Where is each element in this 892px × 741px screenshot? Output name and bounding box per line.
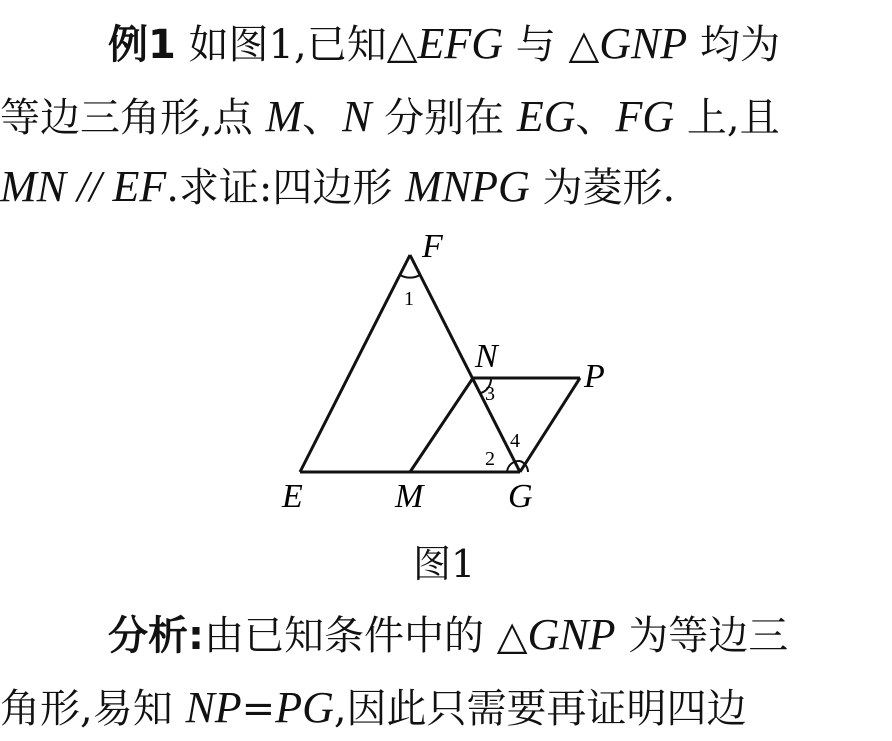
angle-1-arc <box>400 275 420 278</box>
triangle-name: GNP <box>527 610 616 659</box>
point-name: N <box>342 92 372 141</box>
analysis-text: ,因此只需要再证明四边 <box>333 686 747 732</box>
geometry-figure <box>270 225 610 525</box>
segment-name: FG <box>615 92 675 141</box>
segment-name: EG <box>516 92 576 141</box>
problem-text: 、 <box>575 95 616 141</box>
equals-sign: = <box>241 686 276 732</box>
problem-text: 、 <box>302 95 343 141</box>
problem-text: 与 <box>515 22 556 68</box>
segment-EF <box>300 255 410 472</box>
analysis-text: 为等边三 <box>628 613 789 659</box>
segment-PG <box>520 378 580 472</box>
label-E: E <box>282 478 303 515</box>
point-name: M <box>265 92 303 141</box>
label-P: P <box>584 358 605 395</box>
segment-FG <box>410 255 520 472</box>
angle-4-label: 4 <box>510 430 520 452</box>
problem-text: 等边三角形,点 <box>0 95 253 141</box>
triangle-symbol: △ <box>386 22 418 68</box>
angle-1-label: 1 <box>404 288 414 310</box>
problem-text: 分别在 <box>384 95 505 141</box>
triangle-symbol: △ <box>496 613 528 659</box>
analysis-label: 分析: <box>108 613 204 659</box>
parallel-symbol: // <box>66 162 113 211</box>
problem-text: .求证:四边形 <box>166 165 393 211</box>
segment-name: PG <box>275 683 334 732</box>
label-F: F <box>422 228 443 265</box>
angle-2-label: 2 <box>485 448 495 470</box>
geometry-diagram <box>270 225 610 525</box>
problem-line-3 <box>0 162 676 211</box>
analysis-line-1 <box>108 610 789 659</box>
example-label: 例1 <box>108 22 176 68</box>
triangle-symbol: △ <box>568 22 600 68</box>
problem-text: 为菱形. <box>542 165 676 211</box>
analysis-text: 角形,易知 <box>0 686 173 732</box>
analysis-text: 由已知条件中的 <box>204 613 484 659</box>
segment-NM <box>410 378 473 472</box>
angle-3-label: 3 <box>485 383 495 405</box>
label-G: G <box>508 478 533 515</box>
label-N: N <box>475 338 498 375</box>
triangle-name: EFG <box>417 19 504 68</box>
segment-name: MN <box>0 162 66 211</box>
quadrilateral-name: MNPG <box>405 162 530 211</box>
figure-caption: 图1 <box>413 542 476 586</box>
problem-line-1 <box>108 19 780 68</box>
analysis-line-2 <box>0 683 747 732</box>
problem-text: 均为 <box>699 22 780 68</box>
problem-line-2 <box>0 92 780 141</box>
problem-text: 上,且 <box>686 95 780 141</box>
label-M: M <box>395 478 424 515</box>
segment-name: EF <box>112 162 167 211</box>
segment-name: NP <box>185 683 242 732</box>
problem-text: 如图1,已知 <box>188 22 387 68</box>
triangle-name: GNP <box>599 19 688 68</box>
